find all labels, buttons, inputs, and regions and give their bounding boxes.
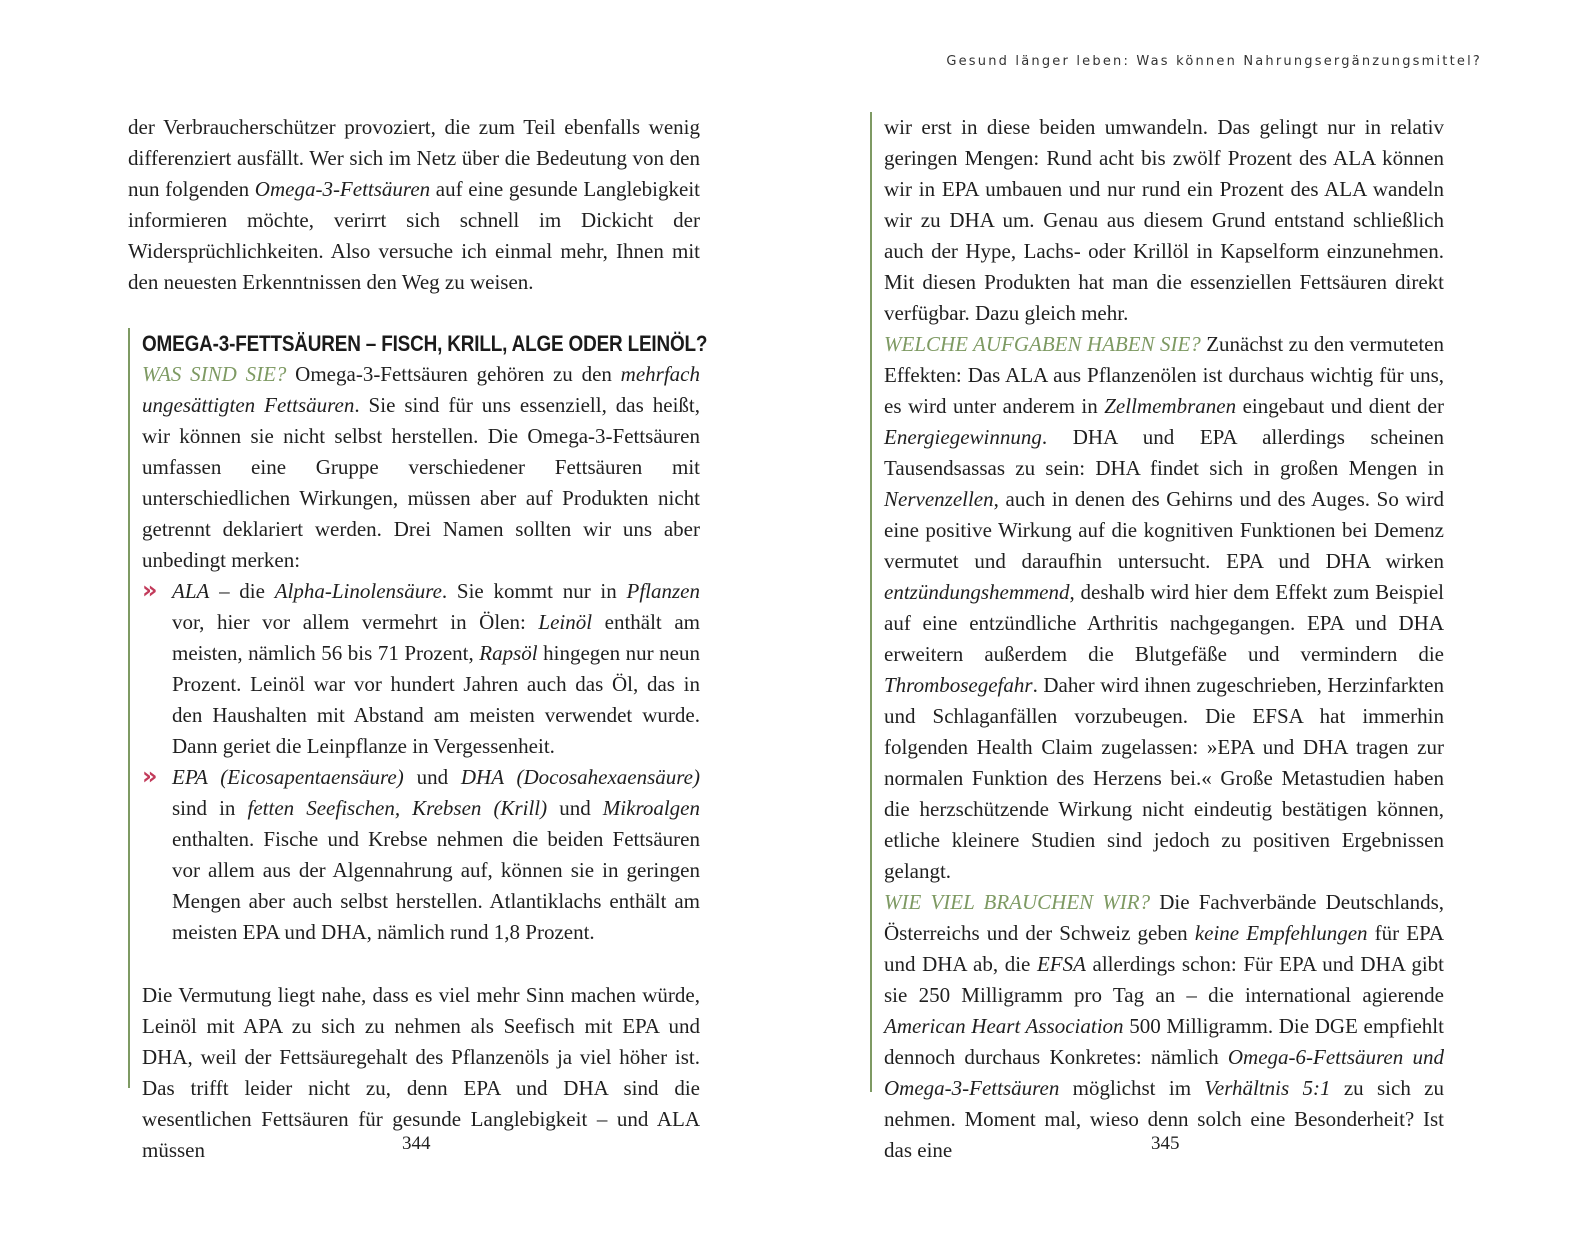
question-label: WELCHE AUFGABEN HABEN SIE? (884, 332, 1201, 356)
what-are-they-paragraph: WAS SIND SIE? Omega-3-Fettsäuren gehören zu den mehrfach ungesättigten Fettsäuren. Sie sind für uns essenziell, das heißt, wir können sie nicht selbst herstellen. Die Omega-3-Fettsäuren umfassen eine Gruppe verschiedener Fettsäuren mit unterschiedlichen Wirkungen, müssen aber auf Produkten nicht getrennt deklariert werden. Drei Namen sollten wir uns aber unbedingt merken: (142, 362, 700, 572)
box-heading: OMEGA-3-FETTSÄUREN – FISCH, KRILL, ALGE ODER LEINÖL? (142, 331, 708, 356)
page-number-right: 345 (1151, 1133, 1180, 1154)
left-page-intro (128, 112, 700, 298)
bullet-icon: » (142, 576, 158, 604)
running-head: Gesund länger leben: Was können Nahrungsergänzungsmittel? (946, 54, 1482, 69)
intro-paragraph: der Verbraucherschützer provoziert, die zum Teil ebenfalls wenig differenziert ausfällt. Wer sich im Netz über die Bedeutung von den nun folgenden Omega-3-Fettsäuren auf eine gesunde Langlebigkeit informieren möchte, verirrt sich schnell im Dickicht der Widersprüchlichkeiten. Also versuche ich einmal mehr, Ihnen mit den neuesten Erkenntnissen den Weg zu weisen. (128, 115, 700, 294)
functions-paragraph: WELCHE AUFGABEN HABEN SIE? Zunächst zu den vermuteten Effekten: Das ALA aus Pflanzenölen ist durchaus wichtig für uns, es wird unter anderem in Zellmembranen eingebaut und dient der Energiegewinnung. DHA und EPA allerdings scheinen Tausendsassas zu sein: DHA findet sich in großen Mengen in Nervenzellen, auch in denen des Gehirns und des Auges. So wird eine positive Wirkung auf die kognitiven Funktionen bei Demenz vermutet und daraufhin untersucht. EPA und DHA wirken entzündungshemmend, deshalb wird hier dem Effekt zum Beispiel auf eine entzündliche Arthritis nachgegangen. EPA und DHA erweitern außerdem die Blutgefäße und vermindern die Thrombosegefahr. Daher wird ihnen zugeschrieben, Herzinfarkten und Schlaganfällen vorzubeugen. Die EFSA hat immerhin folgenden Health Claim zugelassen: »EPA und DHA tragen zur normalen Funktion des Herzens bei.« Große Metastudien haben die herzschützende Wirkung nicht eindeutig bestätigen können, etliche kleinere Studien sind jedoch zu positiven Ergebnissen gelangt. (884, 332, 1444, 883)
conversion-paragraph: wir erst in diese beiden umwandeln. Das gelingt nur in relativ geringen Mengen: Rund acht bis zwölf Prozent des ALA können wir in EPA umbauen und nur rund ein Prozent des ALA wandeln wir zu DHA um. Genau aus diesem Grund entstand schließlich auch der Hype, Lachs- oder Krillöl in Kapselform einzunehmen. Mit diesen Produkten hat man die essenziellen Fettsäuren direkt verfügbar. Dazu gleich mehr. (884, 115, 1444, 325)
bullet-icon: » (142, 762, 158, 790)
question-label: WIE VIEL BRAUCHEN WIR? (884, 890, 1151, 914)
list-item: » EPA (Eicosapentaensäure) und DHA (Docosahexaensäure) sind in fetten Seefischen, Krebsen (Krill) und Mikroalgen enthalten. Fische und Krebse nehmen die beiden Fettsäuren vor allem aus der Algennahrung auf, können sie in geringen Mengen aber auch selbst herstellen. Atlantiklachs enthält am meisten EPA und DHA, nämlich rund 1,8 Prozent. (142, 762, 700, 944)
closing-paragraph: Die Vermutung liegt nahe, dass es viel mehr Sinn machen würde, Leinöl mit APA zu sich zu nehmen als Seefisch mit EPA und DHA, weil der Fettsäuregehalt des Pflanzenöls ja viel höher ist. Das trifft leider nicht zu, denn EPA und DHA sind die wesentlichen Fettsäuren für gesunde Langlebigkeit – und ALA müssen (142, 983, 700, 1162)
page-number-left: 344 (402, 1133, 431, 1154)
dosage-paragraph: WIE VIEL BRAUCHEN WIR? Die Fachverbände Deutschlands, Österreichs und der Schweiz geben keine Empfehlungen für EPA und DHA ab, die EFSA allerdings schon: Für EPA und DHA gibt sie 250 Milligramm pro Tag an – die international agierende American Heart Association 500 Milligramm. Die DGE empfiehlt dennoch durchaus Konkretes: nämlich Omega-6-Fettsäuren und Omega-3-Fettsäuren möglichst im Verhältnis 5:1 zu sich zu nehmen. Moment mal, wieso denn solch eine Besonderheit? Ist das eine (884, 890, 1444, 1162)
question-label: WAS SIND SIE? (142, 362, 287, 386)
fatty-acid-list (142, 576, 700, 948)
list-item: » ALA – die Alpha-Linolensäure. Sie kommt nur in Pflanzen vor, hier vor allem vermehrt in Ölen: Leinöl enthält am meisten, nämlich 56 bis 71 Prozent, Rapsöl hingegen nur neun Prozent. Leinöl war vor hundert Jahren auch das Öl, das in den Haushalten mit Abstand am meisten verwendet wurde. Dann geriet die Leinpflanze in Vergessenheit. (142, 576, 700, 758)
